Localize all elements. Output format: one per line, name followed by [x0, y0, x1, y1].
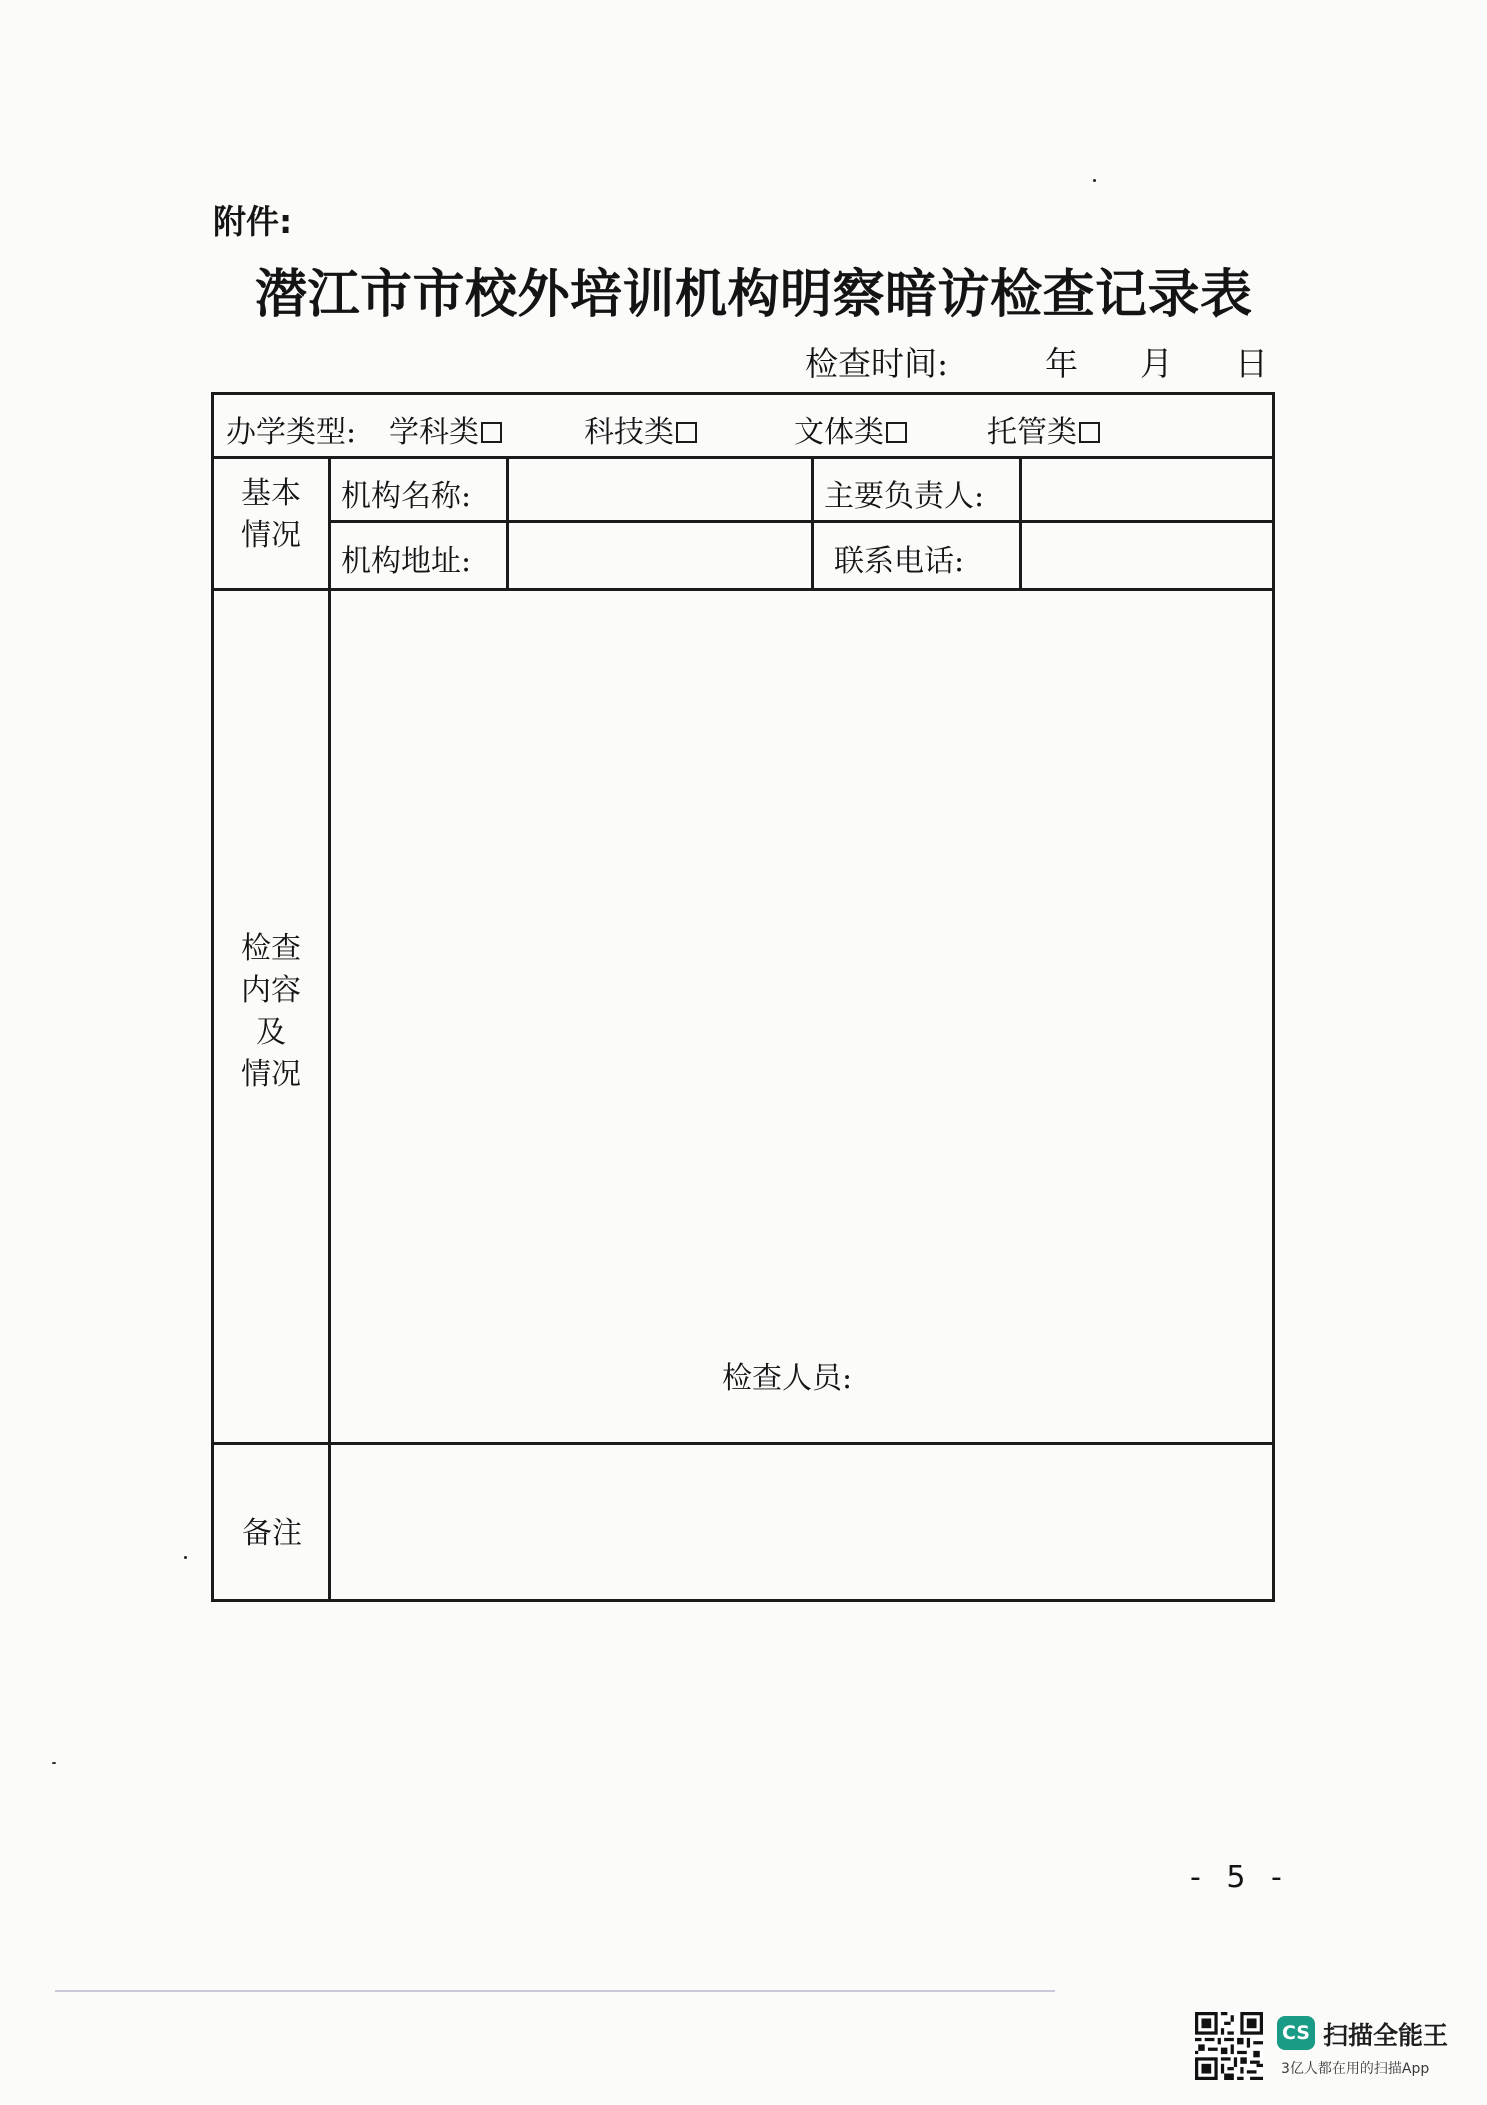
checkbox-arts-sports[interactable] — [886, 422, 907, 443]
org-address-label: 机构地址: — [341, 544, 472, 579]
checkbox-academic[interactable] — [481, 422, 502, 443]
camscanner-logo-icon: CS — [1277, 2016, 1315, 2050]
scanner-brand-name: 扫描全能王 — [1323, 2021, 1449, 2050]
phone-field[interactable] — [1022, 523, 1270, 586]
page-number: - 5 - — [1190, 1860, 1290, 1895]
month-label: 月 — [1140, 344, 1173, 383]
checkbox-childcare[interactable] — [1079, 422, 1100, 443]
day-label: 日 — [1235, 344, 1268, 383]
school-type-row — [226, 407, 356, 451]
table-rule — [214, 588, 1272, 591]
inspection-record-table — [211, 392, 1275, 1602]
year-label: 年 — [1045, 344, 1078, 383]
phone-label: 联系电话: — [834, 544, 965, 579]
inspection-date-label: 检查时间: — [805, 344, 949, 383]
inspection-section-label: 检查 内容 及 情况 — [241, 931, 301, 1092]
school-type-option-arts-sports: 文体类 — [794, 407, 907, 451]
scanner-tagline: 3亿人都在用的扫描App — [1281, 2061, 1430, 2077]
form-title: 潜江市市校外培训机构明察暗访检查记录表 — [255, 264, 1253, 325]
org-name-label: 机构名称: — [341, 479, 472, 514]
school-type-label: 办学类型: — [226, 415, 357, 450]
scan-speck — [1093, 179, 1096, 182]
school-type-option-tech: 科技类 — [584, 407, 697, 451]
principal-label: 主要负责人: — [824, 479, 985, 514]
scanner-footer — [1195, 2012, 1465, 2084]
school-type-option-academic: 学科类 — [389, 407, 502, 451]
scan-edge-line — [55, 1990, 1055, 1992]
scan-speck — [184, 1556, 187, 1559]
checkbox-tech[interactable] — [676, 422, 697, 443]
remarks-field[interactable] — [332, 1446, 1270, 1596]
attachment-label: 附件: — [213, 202, 293, 241]
table-rule — [214, 1442, 1272, 1445]
org-name-field[interactable] — [509, 459, 809, 519]
qr-code-icon — [1195, 2012, 1263, 2080]
table-rule — [328, 456, 331, 1599]
table-rule — [811, 456, 814, 588]
basic-info-section-label: 基本 情况 — [241, 476, 301, 553]
inspection-date-line — [805, 338, 1268, 385]
remarks-label: 备注 — [242, 1516, 302, 1551]
scan-speck — [52, 1762, 56, 1764]
school-type-option-childcare: 托管类 — [987, 407, 1100, 451]
org-address-field[interactable] — [509, 523, 809, 586]
principal-field[interactable] — [1022, 459, 1270, 519]
inspection-content-field[interactable] — [332, 592, 1270, 1382]
inspector-label: 检查人员: — [722, 1361, 853, 1396]
